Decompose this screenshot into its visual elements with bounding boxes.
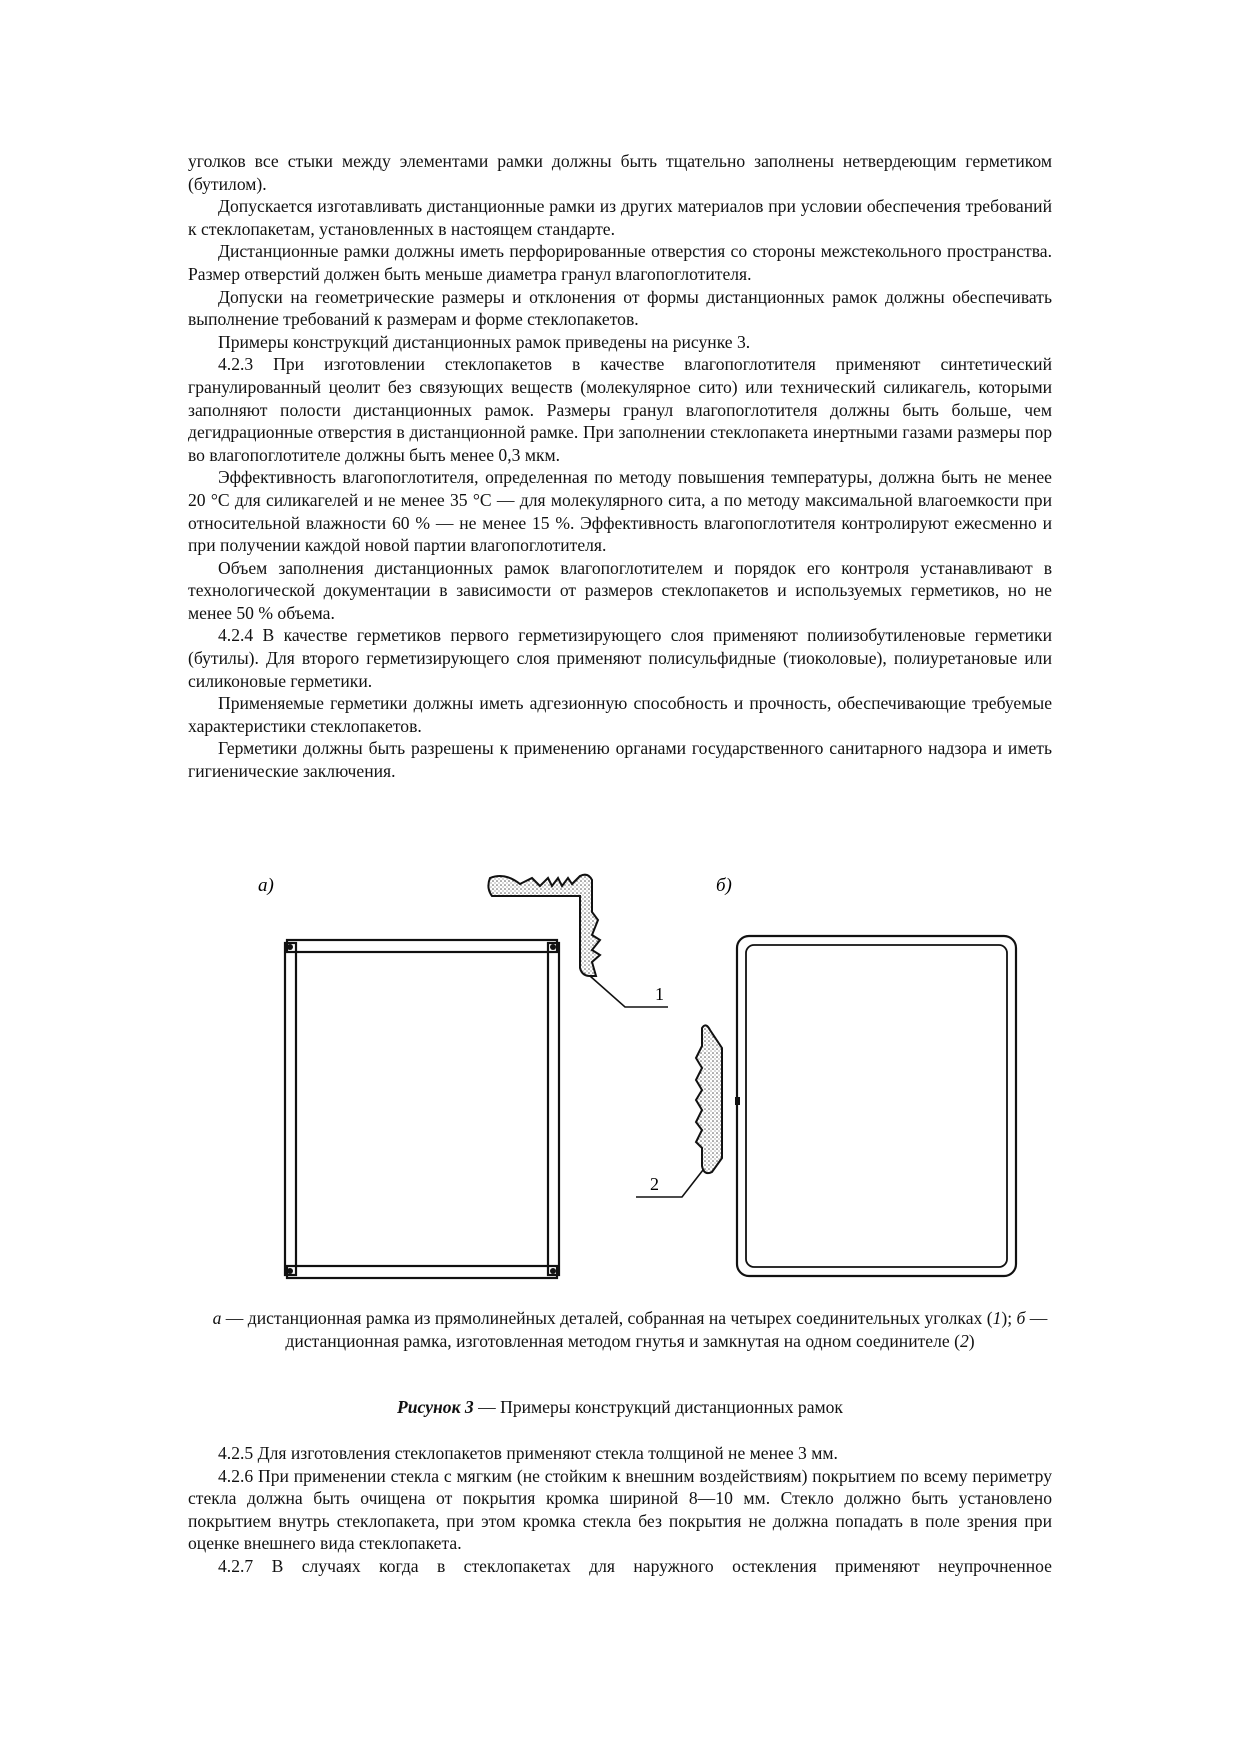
caption-num-1: 1 (992, 1308, 1002, 1328)
body-text-bottom (188, 1442, 1052, 1578)
body-text-top (188, 150, 1052, 783)
caption-sep: ); (1001, 1308, 1017, 1328)
paragraph: Примеры конструкций дистанционных рамок приведены на рисунке 3. (218, 331, 751, 352)
figure-caption (210, 1307, 1050, 1353)
label-b: б) (716, 875, 732, 896)
callout-2: 2 (650, 1174, 659, 1194)
paragraph-4-2-5: 4.2.5 Для изготовления стеклопакетов применяют стекла толщиной не менее 3 мм. (218, 1443, 838, 1463)
corner-connectors (287, 944, 556, 1274)
paragraph: Применяемые герметики должны иметь адгезионную способность и прочность, обеспечивающие требуемые характеристики стеклопакетов. (188, 693, 1052, 736)
callout-1: 1 (655, 984, 664, 1004)
figure-title (0, 1397, 1240, 1418)
paragraph: Герметики должны быть разрешены к применению органами государственного санитарного надзора и иметь гигиенические заключения. (188, 738, 1052, 782)
joint-connector (735, 1097, 740, 1105)
paragraph-4-2-3: 4.2.3 При изготовлении стеклопакетов в качестве влагопоглотителя применяют синтетический гранулированный цеолит без связующих веществ (молекулярное сито) или технический силикагель, которыми заполняют полости дистанционных рамок. Размеры гранул влагопоглотителя должны быть больше, чем дегидрационные отверстия в дистанционной рамке. При заполнении стеклопакета инертными газами размеры пор во влагопоглотителе должны быть менее 0,3 мкм. (188, 354, 1052, 465)
caption-num-2: 2 (959, 1331, 969, 1351)
caption-text-b: — дистанционная рамка, изготовленная методом гнутья и замкнутая на одном соединителе ( (285, 1308, 1048, 1351)
figure-number: Рисунок 3 (397, 1397, 474, 1417)
connector-profile-2 (636, 1025, 722, 1197)
paragraph-4-2-7: 4.2.7 В случаях когда в стеклопакетах для наружного остекления применяют неупрочненное (218, 1555, 1052, 1576)
caption-end: ) (968, 1331, 975, 1351)
paragraph: Дистанционные рамки должны иметь перфорированные отверстия со стороны межстекольного пространства. Размер отверстий должен быть меньше диаметра гранул влагопоглотителя. (188, 241, 1052, 284)
paragraph-4-2-4: 4.2.4 В качестве герметиков первого герметизирующего слоя применяют полиизобутиленовые герметики (бутилы). Для второго герметизирующего слоя применяют полисульфидные (тиоколовые), полиуретановые или силиконовые герметики. (188, 625, 1052, 691)
paragraph: Эффективность влагопоглотителя, определенная по методу повышения температуры, должна быть не менее 20 °С для силикагелей и не менее 35 °С — для молекулярного сита, а по методу максимальной влагоемкости при относительной влажности 60 % — не менее 15 %. Эффективность влагопоглотителя контролируют ежесменно и при получении каждой новой партии влагопоглотителя. (188, 467, 1052, 556)
bent-frame-b (735, 936, 1016, 1276)
caption-text-a: — дистанционная рамка из прямолинейных деталей, собранная на четырех соединительных уголках ( (221, 1308, 993, 1328)
caption-letter-b: б (1016, 1308, 1026, 1328)
figure-title-text: — Примеры конструкций дистанционных рамок (473, 1397, 843, 1417)
figure-3-drawing (0, 860, 1240, 1300)
paragraph: Допускается изготавливать дистанционные рамки из других материалов при условии обеспечения требований к стеклопакетам, установленных в настоящем стандарте. (188, 196, 1052, 239)
paragraph: уголков все стыки между элементами рамки должны быть тщательно заполнены нетвердеющим герметиком (бутилом). (188, 151, 1052, 194)
label-a: а) (258, 875, 274, 896)
caption-letter-a: а (212, 1308, 222, 1328)
paragraph: Допуски на геометрические размеры и отклонения от формы дистанционных рамок должны обеспечивать выполнение требований к размерам и форме стеклопакетов. (188, 286, 1052, 330)
paragraph: Объем заполнения дистанционных рамок влагопоглотителем и порядок его контроля устанавливают в технологической документации в зависимости от размеров стеклопакетов и используемых герметиков, но не менее 50 % объема. (188, 557, 1052, 623)
straight-frame-a (285, 940, 559, 1278)
paragraph-4-2-6: 4.2.6 При применении стекла с мягким (не стойким к внешним воздействиям) покрытием по всему периметру стекла должна быть очищена от покрытия кромка шириной 8—10 мм. Стекло должно быть установлено покрытием внутрь стеклопакета, при этом кромка стекла без покрытия не должна попадать в поле зрения при оценке внешнего вида стеклопакета. (188, 1465, 1052, 1554)
